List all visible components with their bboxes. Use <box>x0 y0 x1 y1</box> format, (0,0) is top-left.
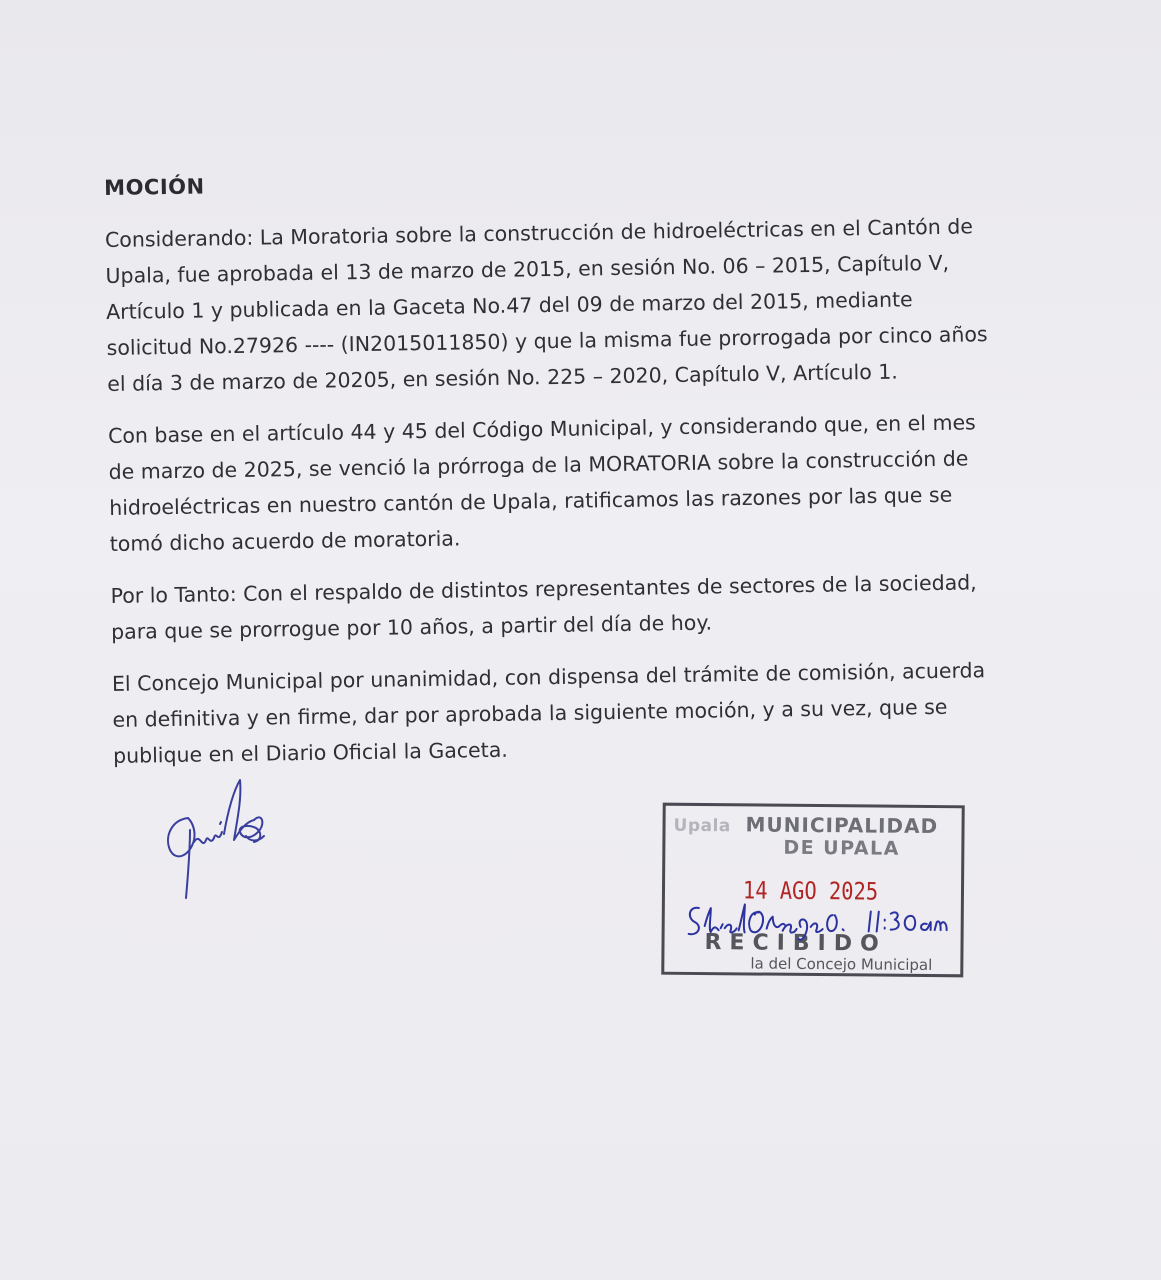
document-title: MOCIÓN <box>104 174 205 200</box>
document-body <box>104 161 1049 790</box>
paragraph-line: Por lo Tanto: Con el respaldo de distintos representantes de sectores de la sociedad, <box>110 570 977 608</box>
paragraph-line: solicitud No.27926 ---- (IN2015011850) y que la misma fue prorrogada por cinco años <box>106 322 988 360</box>
paragraph-line: publique en el Diario Oficial la Gaceta. <box>112 737 508 768</box>
paragraph-line: Artículo 1 y publicada en la Gaceta No.47 del 09 de marzo del 2015, mediante <box>105 287 913 324</box>
paragraph-line: en definitiva y en firme, dar por aprobada la siguiente moción, y a su vez, que se <box>112 694 948 732</box>
paragraph-line: hidroeléctricas en nuestro cantón de Upala, ratificamos las razones por las que se <box>109 482 953 520</box>
stamp-logo-text: Upala <box>673 815 731 837</box>
paragraph-con-base <box>108 403 1045 562</box>
signature-icon <box>150 770 280 910</box>
paragraph-line: Con base en el artículo 44 y 45 del Código Municipal, y considerando que, en el mes <box>107 410 976 448</box>
paragraph-line: tomó dicho acuerdo de moratoria. <box>109 526 461 556</box>
paragraph-line: para que se prorrogue por 10 años, a partir del día de hoy. <box>110 610 713 644</box>
paragraph-concejo <box>112 651 1049 774</box>
stamp-date: 14 AGO 2025 <box>742 876 879 906</box>
paragraph-line: el día 3 de marzo de 20205, en sesión No. 225 – 2020, Capítulo V, Artículo 1. <box>107 359 899 396</box>
reception-stamp <box>661 803 964 978</box>
paragraph-line: Upala, fue aprobada el 13 de marzo de 2015, en sesión No. 06 – 2015, Capítulo V, <box>105 250 950 288</box>
stamp-received: RECIBIDO <box>704 930 887 957</box>
handwritten-receipt-icon <box>684 898 964 950</box>
paragraph-line: El Concejo Municipal por unanimidad, con dispensa del trámite de comisión, acuerda <box>111 658 986 696</box>
paragraph-por-lo-tanto <box>110 563 1046 650</box>
stamp-footer: la del Concejo Municipal <box>750 954 933 975</box>
stamp-organization-location: DE UPALA <box>783 836 900 860</box>
paragraph-line: Considerando: La Moratoria sobre la construcción de hidroeléctricas en el Cantón de <box>104 214 974 252</box>
paragraph-line: de marzo de 2025, se venció la prórroga de la MORATORIA sobre la construcción de <box>108 446 969 484</box>
stamp-organization: MUNICIPALIDAD <box>745 812 939 839</box>
paragraph-considerando <box>105 207 1043 402</box>
